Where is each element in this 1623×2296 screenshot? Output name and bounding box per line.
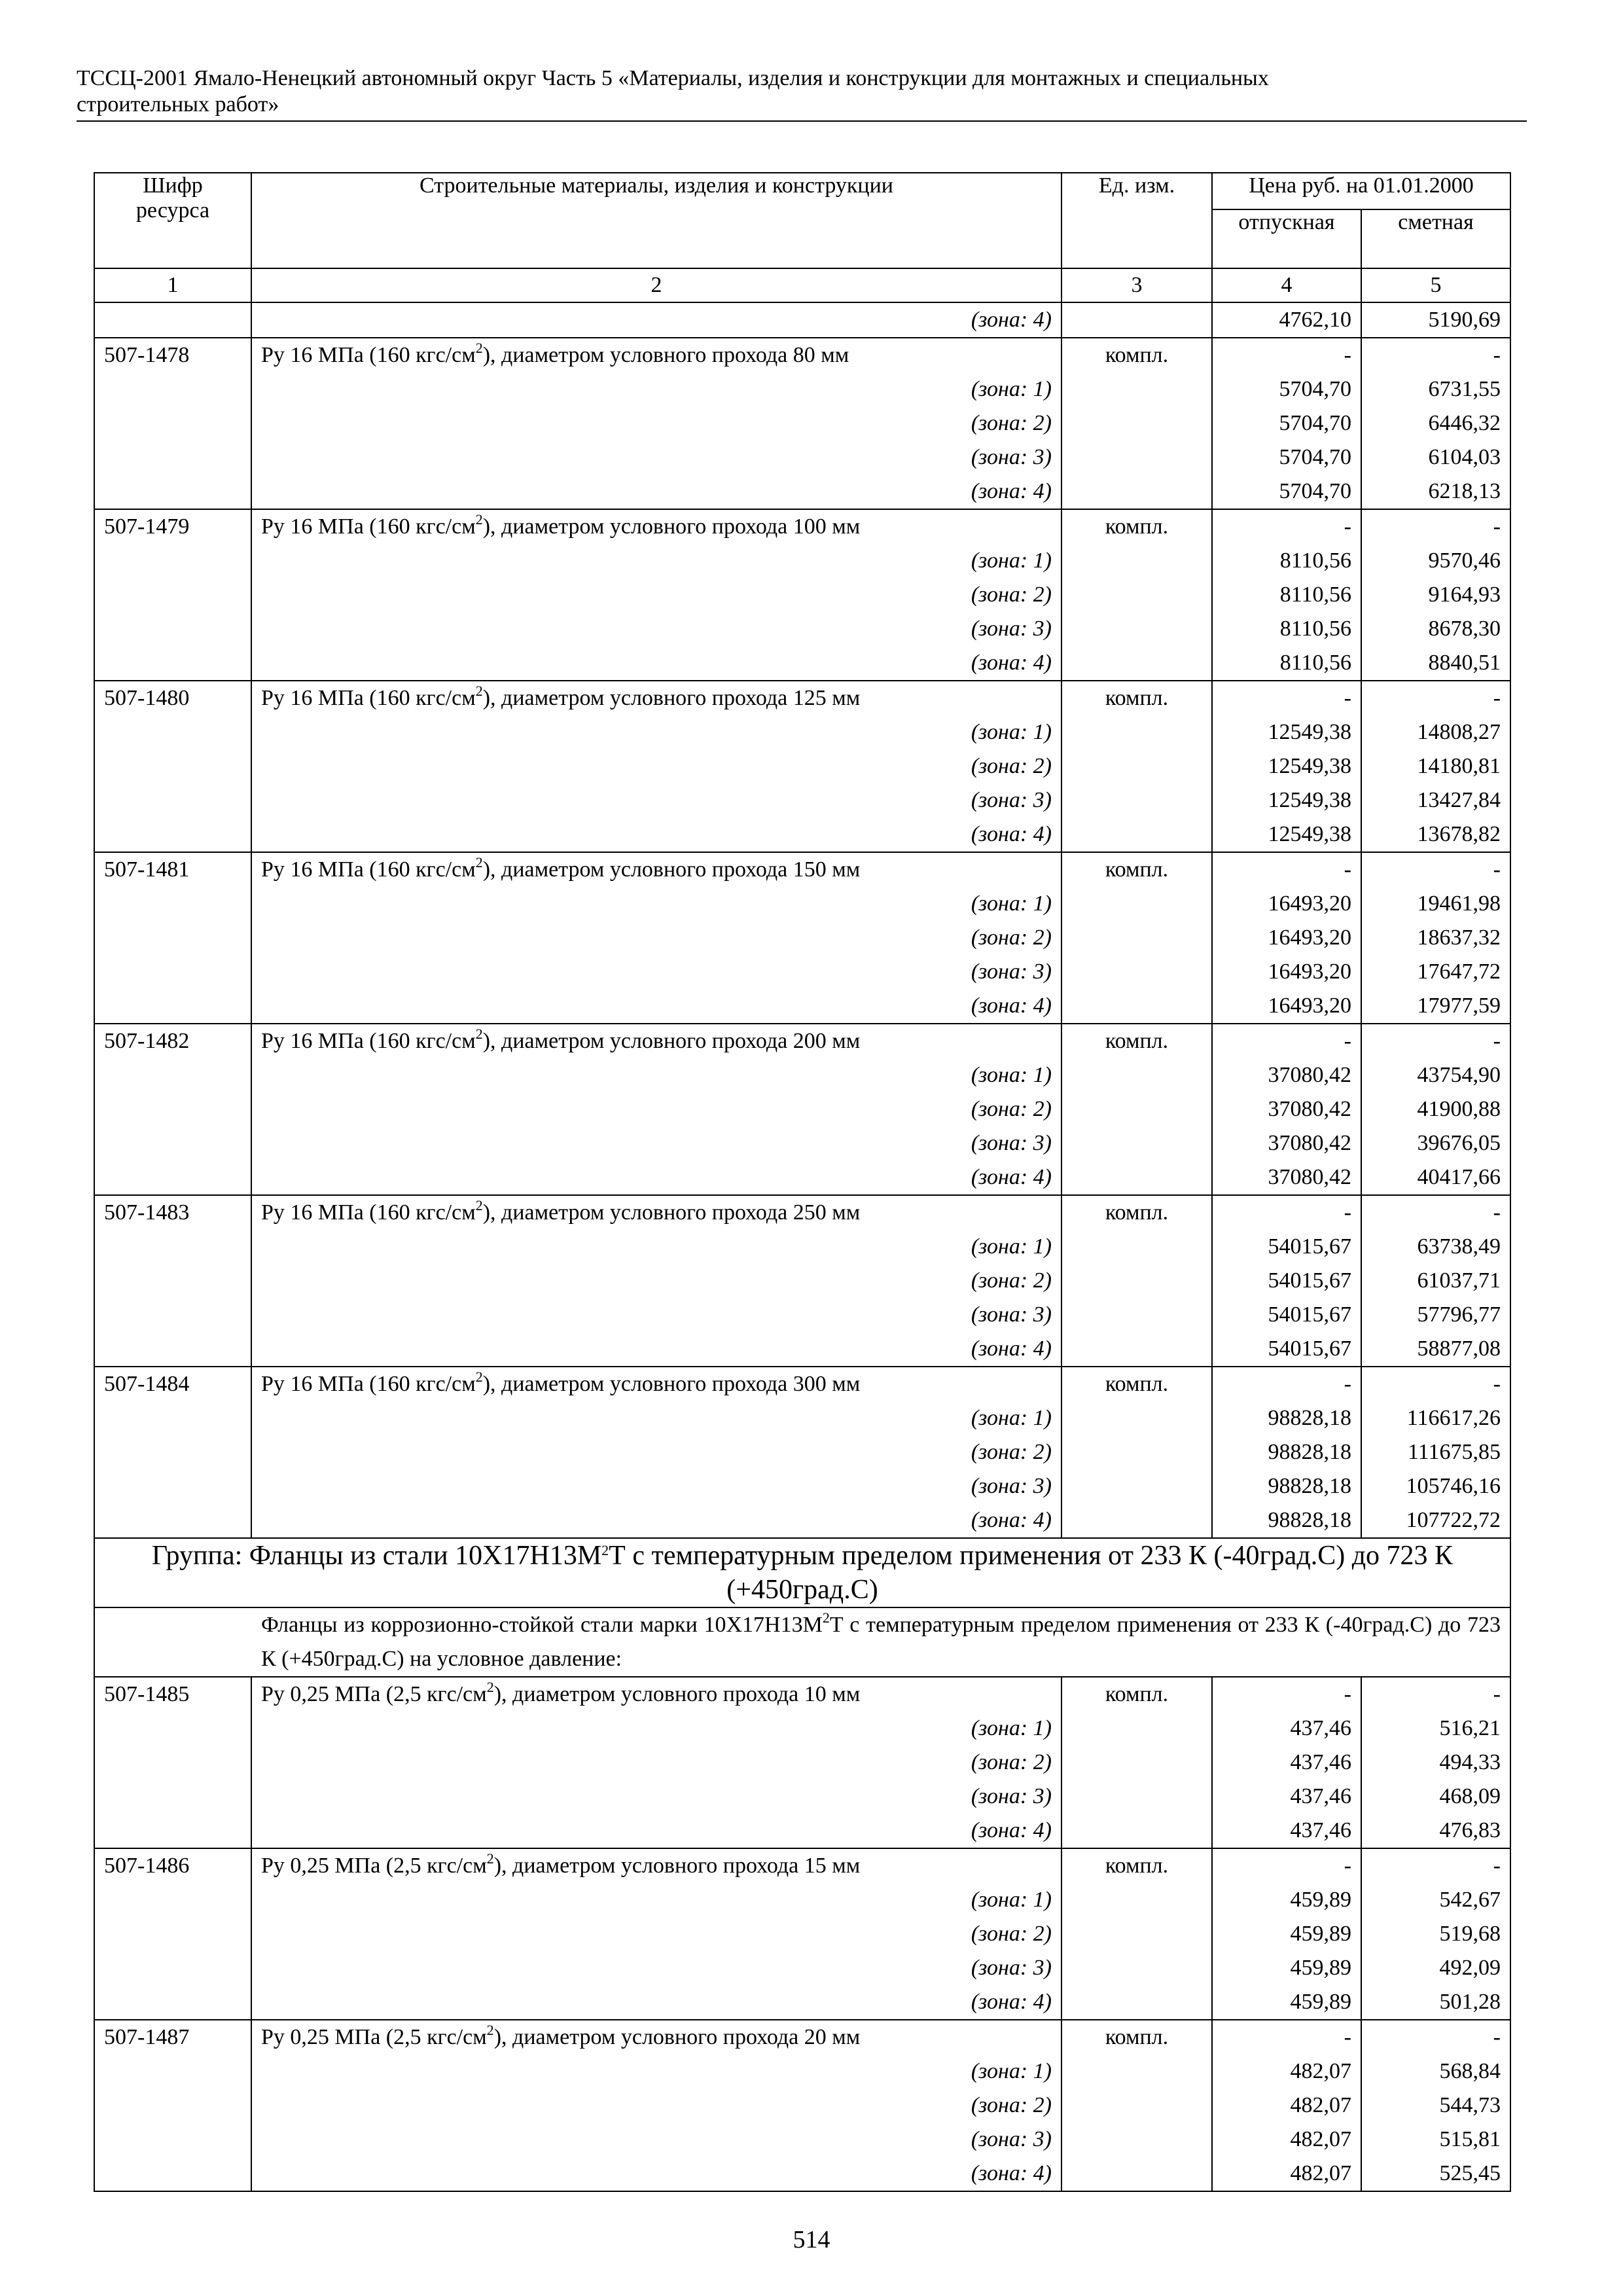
zone-label: (зона: 4) [251, 2157, 1061, 2191]
price-table [94, 172, 1511, 2192]
estimate-price: - [1361, 338, 1510, 372]
zone-row [94, 1503, 1510, 1538]
zone-row [94, 1058, 1510, 1092]
estimate-price: 501,28 [1361, 1985, 1510, 2020]
group-title: Группа: Фланцы из стали $10Х17Н13М^2Т$ с температурным пределом применения от 233 К (-40град.С) до 723 К (+450град.С) [94, 1538, 1510, 1607]
resource-code: 507-1486 [94, 1848, 251, 1883]
zone-row [94, 646, 1510, 681]
estimate-price: 116617,26 [1361, 1401, 1510, 1435]
release-price: 54015,67 [1212, 1230, 1361, 1264]
release-price: 482,07 [1212, 2157, 1361, 2191]
resource-code: 507-1480 [94, 681, 251, 715]
zone-row [94, 817, 1510, 852]
estimate-price: 6446,32 [1361, 406, 1510, 440]
release-price: 54015,67 [1212, 1298, 1361, 1332]
unit: компл. [1061, 681, 1212, 715]
estimate-price: 8840,51 [1361, 646, 1510, 681]
header-release-price: отпускная [1212, 209, 1361, 268]
zone-label: (зона: 4) [251, 1503, 1061, 1538]
header-colnum-5: 5 [1361, 268, 1510, 302]
material-description: Ру 0,25 МПа (2,5 кгс/$см^2$), диаметром условного прохода 20 мм [251, 2020, 1061, 2054]
release-price: 459,89 [1212, 1883, 1361, 1917]
zone-label: (зона: 2) [251, 578, 1061, 612]
zone-row [94, 406, 1510, 440]
table-row [94, 1195, 1510, 1230]
estimate-price: - [1361, 1024, 1510, 1058]
release-price: 459,89 [1212, 1951, 1361, 1985]
table-row [94, 1677, 1510, 1712]
estimate-price: - [1361, 1367, 1510, 1401]
group-title-row [94, 1538, 1510, 1607]
release-price: 16493,20 [1212, 955, 1361, 989]
release-price: - [1212, 2020, 1361, 2054]
release-price: 482,07 [1212, 2054, 1361, 2089]
release-price: 98828,18 [1212, 1469, 1361, 1503]
zone-label: (зона: 3) [251, 1126, 1061, 1160]
estimate-price: 542,67 [1361, 1883, 1510, 1917]
zone-row [94, 475, 1510, 509]
zone-row [94, 1298, 1510, 1332]
zone-row [94, 1160, 1510, 1195]
release-price: 37080,42 [1212, 1058, 1361, 1092]
estimate-price: 5190,69 [1361, 302, 1510, 338]
table-row [94, 681, 1510, 715]
header-colnum-4: 4 [1212, 268, 1361, 302]
resource-code: 507-1485 [94, 1677, 251, 1712]
release-price: - [1212, 1024, 1361, 1058]
estimate-price: 105746,16 [1361, 1469, 1510, 1503]
table-body-b [94, 1677, 1510, 2191]
zone-label: (зона: 4) [251, 1985, 1061, 2020]
estimate-price: 9164,93 [1361, 578, 1510, 612]
zone-label: (зона: 1) [251, 1058, 1061, 1092]
table-row [94, 509, 1510, 544]
release-price: 98828,18 [1212, 1401, 1361, 1435]
table-row [94, 1848, 1510, 1883]
header-materials: Строительные материалы, изделия и конструкции [251, 173, 1061, 268]
release-price: 437,46 [1212, 1814, 1361, 1848]
zone-row [94, 1469, 1510, 1503]
zone-row [94, 783, 1510, 817]
group-intro: Фланцы из коррозионно-стойкой стали марки $10Х17Н13М^2Т$ с температурным пределом применения от 233 К (-40град.С) до 723 К (+450град.С) на условное давление: [94, 1607, 1510, 1677]
estimate-price: 476,83 [1361, 1814, 1510, 1848]
zone-label: (зона: 3) [251, 612, 1061, 646]
estimate-price: - [1361, 1848, 1510, 1883]
release-price: 37080,42 [1212, 1126, 1361, 1160]
zone-row [94, 1401, 1510, 1435]
zone-row [94, 955, 1510, 989]
zone-label: (зона: 3) [251, 955, 1061, 989]
zone-row [94, 2054, 1510, 2089]
release-price: 5704,70 [1212, 440, 1361, 475]
header-code: Шифр ресурса [94, 173, 251, 268]
release-price: 459,89 [1212, 1917, 1361, 1951]
zone-row [94, 1917, 1510, 1951]
release-price: 98828,18 [1212, 1435, 1361, 1469]
estimate-price: 8678,30 [1361, 612, 1510, 646]
unit: компл. [1061, 1195, 1212, 1230]
estimate-price: 13427,84 [1361, 783, 1510, 817]
estimate-price: 43754,90 [1361, 1058, 1510, 1092]
release-price: - [1212, 338, 1361, 372]
zone-label: (зона: 4) [251, 1814, 1061, 1848]
zone-label: (зона: 2) [251, 749, 1061, 783]
zone-label: (зона: 4) [251, 1332, 1061, 1367]
estimate-price: - [1361, 2020, 1510, 2054]
release-price: 437,46 [1212, 1780, 1361, 1814]
resource-code: 507-1484 [94, 1367, 251, 1401]
resource-code: 507-1478 [94, 338, 251, 372]
release-price: 54015,67 [1212, 1332, 1361, 1367]
zone-label: (зона: 2) [251, 406, 1061, 440]
estimate-price: 515,81 [1361, 2123, 1510, 2157]
release-price: 12549,38 [1212, 749, 1361, 783]
zone-row [94, 1746, 1510, 1780]
zone-row [94, 440, 1510, 475]
estimate-price: 14808,27 [1361, 715, 1510, 749]
release-price: 16493,20 [1212, 989, 1361, 1024]
zone-label: (зона: 4) [251, 817, 1061, 852]
zone-label: (зона: 4) [251, 646, 1061, 681]
resource-code: 507-1487 [94, 2020, 251, 2054]
release-price: 5704,70 [1212, 406, 1361, 440]
estimate-price: 39676,05 [1361, 1126, 1510, 1160]
table-header [94, 173, 1510, 302]
zone-row [94, 1985, 1510, 2020]
estimate-price: 6731,55 [1361, 372, 1510, 406]
release-price: 437,46 [1212, 1746, 1361, 1780]
release-price: - [1212, 1848, 1361, 1883]
zone-label: (зона: 1) [251, 887, 1061, 921]
estimate-price: 494,33 [1361, 1746, 1510, 1780]
release-price: 482,07 [1212, 2123, 1361, 2157]
release-price: 16493,20 [1212, 887, 1361, 921]
header-colnum-3: 3 [1061, 268, 1212, 302]
zone-label: (зона: 2) [251, 1264, 1061, 1298]
resource-code: 507-1482 [94, 1024, 251, 1058]
header-line-2: строительных работ» [77, 92, 279, 117]
zone-label: (зона: 4) [251, 1160, 1061, 1195]
release-price: 8110,56 [1212, 578, 1361, 612]
table-body-a [94, 302, 1510, 1538]
zone-label: (зона: 4) [251, 475, 1061, 509]
zone-row [94, 1814, 1510, 1848]
release-price: - [1212, 1677, 1361, 1712]
release-price: 5704,70 [1212, 475, 1361, 509]
material-description: Ру 16 МПа (160 кгс/$см^2$), диаметром условного прохода 100 мм [251, 509, 1061, 544]
zone-label: (зона: 3) [251, 783, 1061, 817]
estimate-price: 6218,13 [1361, 475, 1510, 509]
estimate-price: 519,68 [1361, 1917, 1510, 1951]
zone-row [94, 715, 1510, 749]
zone-row [94, 612, 1510, 646]
header-line-1: ТССЦ-2001 Ямало-Ненецкий автономный округ Часть 5 «Материалы, изделия и конструкции для монтажных и специальных [77, 66, 1269, 90]
material-description: Ру 0,25 МПа (2,5 кгс/$см^2$), диаметром условного прохода 15 мм [251, 1848, 1061, 1883]
estimate-price: 107722,72 [1361, 1503, 1510, 1538]
release-price: 8110,56 [1212, 544, 1361, 578]
zone-label: (зона: 3) [251, 440, 1061, 475]
unit: компл. [1061, 338, 1212, 372]
estimate-price: - [1361, 681, 1510, 715]
resource-code: 507-1483 [94, 1195, 251, 1230]
zone-label: (зона: 3) [251, 1780, 1061, 1814]
zone-label: (зона: 1) [251, 2054, 1061, 2089]
unit: компл. [1061, 1367, 1212, 1401]
zone-label: (зона: 2) [251, 1917, 1061, 1951]
unit: компл. [1061, 1848, 1212, 1883]
group-section [94, 1538, 1510, 1677]
release-price: 12549,38 [1212, 817, 1361, 852]
header-colnum-1: 1 [94, 268, 251, 302]
zone-row [94, 1435, 1510, 1469]
zone-label: (зона: 1) [251, 1230, 1061, 1264]
zone-row [94, 578, 1510, 612]
table-row [94, 2020, 1510, 2054]
estimate-price: - [1361, 852, 1510, 887]
zone-row [94, 1332, 1510, 1367]
release-price: - [1212, 852, 1361, 887]
header-estimate-price: сметная [1361, 209, 1510, 268]
zone-label: (зона: 3) [251, 1469, 1061, 1503]
release-price: 37080,42 [1212, 1160, 1361, 1195]
zone-label: (зона: 2) [251, 1746, 1061, 1780]
resource-code: 507-1479 [94, 509, 251, 544]
zone-row [94, 544, 1510, 578]
table-row [94, 1024, 1510, 1058]
release-price: - [1212, 681, 1361, 715]
zone-label: (зона: 3) [251, 2123, 1061, 2157]
estimate-price: - [1361, 509, 1510, 544]
estimate-price: 57796,77 [1361, 1298, 1510, 1332]
zone-row [94, 1264, 1510, 1298]
table-row [94, 338, 1510, 372]
estimate-price: 63738,49 [1361, 1230, 1510, 1264]
zone-label: (зона: 1) [251, 1712, 1061, 1746]
release-price: 8110,56 [1212, 646, 1361, 681]
zone-label: (зона: 1) [251, 1883, 1061, 1917]
estimate-price: 468,09 [1361, 1780, 1510, 1814]
release-price: 12549,38 [1212, 783, 1361, 817]
unit: компл. [1061, 2020, 1212, 2054]
material-description: Ру 16 МПа (160 кгс/$см^2$), диаметром условного прохода 125 мм [251, 681, 1061, 715]
estimate-price: 568,84 [1361, 2054, 1510, 2089]
zone-label: (зона: 4) [251, 302, 1061, 338]
zone-label: (зона: 1) [251, 1401, 1061, 1435]
table-row [94, 302, 1510, 338]
estimate-price: 14180,81 [1361, 749, 1510, 783]
zone-row [94, 1230, 1510, 1264]
estimate-price: 17977,59 [1361, 989, 1510, 1024]
zone-row [94, 921, 1510, 955]
page-header [77, 65, 1527, 122]
unit: компл. [1061, 1677, 1212, 1712]
estimate-price: - [1361, 1677, 1510, 1712]
unit: компл. [1061, 852, 1212, 887]
table-row [94, 1367, 1510, 1401]
release-price: 98828,18 [1212, 1503, 1361, 1538]
estimate-price: 13678,82 [1361, 817, 1510, 852]
material-description: Ру 16 МПа (160 кгс/$см^2$), диаметром условного прохода 250 мм [251, 1195, 1061, 1230]
zone-label: (зона: 4) [251, 989, 1061, 1024]
header-price: Цена руб. на 01.01.2000 [1212, 173, 1510, 209]
group-intro-row [94, 1607, 1510, 1677]
zone-row [94, 1883, 1510, 1917]
unit: компл. [1061, 509, 1212, 544]
zone-label: (зона: 2) [251, 921, 1061, 955]
estimate-price: 111675,85 [1361, 1435, 1510, 1469]
table-row [94, 852, 1510, 887]
release-price: - [1212, 509, 1361, 544]
release-price: 437,46 [1212, 1712, 1361, 1746]
material-description: Ру 0,25 МПа (2,5 кгс/$см^2$), диаметром условного прохода 10 мм [251, 1677, 1061, 1712]
estimate-price: 516,21 [1361, 1712, 1510, 1746]
estimate-price: 40417,66 [1361, 1160, 1510, 1195]
zone-label: (зона: 1) [251, 715, 1061, 749]
estimate-price: 17647,72 [1361, 955, 1510, 989]
estimate-price: 544,73 [1361, 2089, 1510, 2123]
zone-row [94, 1126, 1510, 1160]
estimate-price: 18637,32 [1361, 921, 1510, 955]
material-description: Ру 16 МПа (160 кгс/$см^2$), диаметром условного прохода 80 мм [251, 338, 1061, 372]
estimate-price: 58877,08 [1361, 1332, 1510, 1367]
estimate-price: 525,45 [1361, 2157, 1510, 2191]
zone-label: (зона: 3) [251, 1298, 1061, 1332]
zone-row [94, 372, 1510, 406]
zone-label: (зона: 1) [251, 544, 1061, 578]
estimate-price: 6104,03 [1361, 440, 1510, 475]
estimate-price: 19461,98 [1361, 887, 1510, 921]
material-description: Ру 16 МПа (160 кгс/$см^2$), диаметром условного прохода 300 мм [251, 1367, 1061, 1401]
release-price: - [1212, 1195, 1361, 1230]
zone-row [94, 1780, 1510, 1814]
zone-label: (зона: 2) [251, 1092, 1061, 1126]
zone-label: (зона: 2) [251, 1435, 1061, 1469]
zone-row [94, 2157, 1510, 2191]
zone-label: (зона: 2) [251, 2089, 1061, 2123]
release-price: 54015,67 [1212, 1264, 1361, 1298]
estimate-price: - [1361, 1195, 1510, 1230]
zone-label: (зона: 1) [251, 372, 1061, 406]
zone-row [94, 1951, 1510, 1985]
release-price: 8110,56 [1212, 612, 1361, 646]
header-unit: Ед. изм. [1061, 173, 1212, 268]
unit: компл. [1061, 1024, 1212, 1058]
release-price: - [1212, 1367, 1361, 1401]
release-price: 4762,10 [1212, 302, 1361, 338]
release-price: 37080,42 [1212, 1092, 1361, 1126]
release-price: 459,89 [1212, 1985, 1361, 2020]
release-price: 12549,38 [1212, 715, 1361, 749]
release-price: 482,07 [1212, 2089, 1361, 2123]
zone-row [94, 2123, 1510, 2157]
header-colnum-2: 2 [251, 268, 1061, 302]
page-number: 514 [793, 2226, 830, 2253]
estimate-price: 492,09 [1361, 1951, 1510, 1985]
zone-row [94, 1712, 1510, 1746]
estimate-price: 41900,88 [1361, 1092, 1510, 1126]
zone-label: (зона: 3) [251, 1951, 1061, 1985]
zone-row [94, 749, 1510, 783]
material-description: Ру 16 МПа (160 кгс/$см^2$), диаметром условного прохода 150 мм [251, 852, 1061, 887]
estimate-price: 61037,71 [1361, 1264, 1510, 1298]
resource-code: 507-1481 [94, 852, 251, 887]
release-price: 16493,20 [1212, 921, 1361, 955]
zone-row [94, 2089, 1510, 2123]
estimate-price: 9570,46 [1361, 544, 1510, 578]
release-price: 5704,70 [1212, 372, 1361, 406]
material-description: Ру 16 МПа (160 кгс/$см^2$), диаметром условного прохода 200 мм [251, 1024, 1061, 1058]
zone-row [94, 887, 1510, 921]
zone-row [94, 1092, 1510, 1126]
zone-row [94, 989, 1510, 1024]
